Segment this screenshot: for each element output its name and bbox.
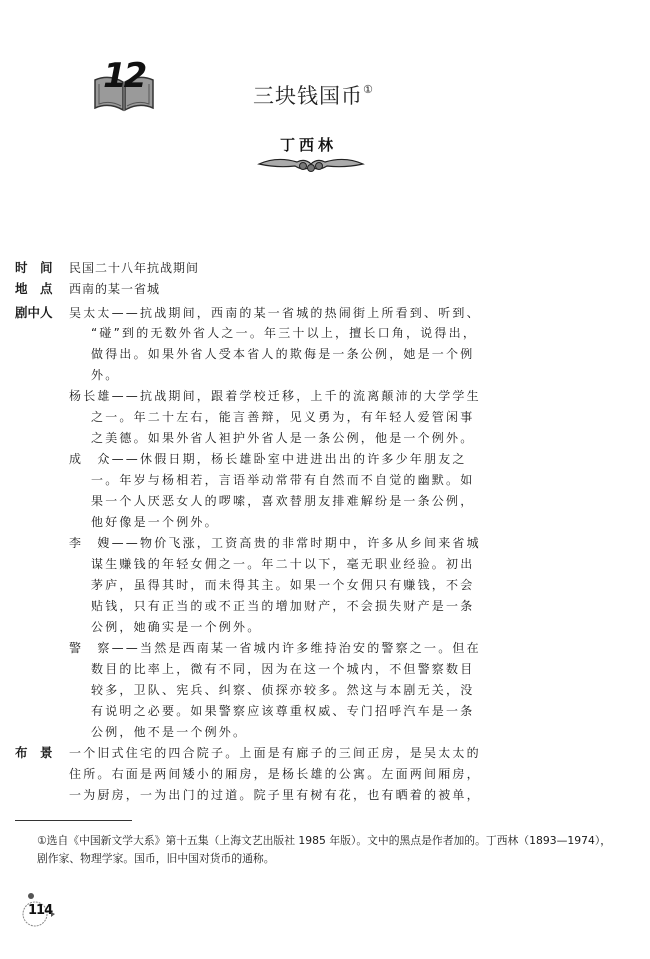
line: 贴钱，只有正当的或不正当的增加财产，不会损失财产是一条 bbox=[91, 599, 475, 613]
scene-line: 住所。右面是两间矮小的厢房，是杨长雄的公寓。左面两间厢房， bbox=[69, 767, 481, 781]
scene-line: 一为厨房，一为出门的过道。院子里有树有花，也有晒着的被单， bbox=[69, 788, 481, 802]
scene-label: 布 景 bbox=[15, 745, 53, 760]
line: 之一。年二十左右，能言善辩，见义勇为，有年轻人爱管闲事 bbox=[91, 410, 475, 424]
line: 之美德。如果外省人袒护外省人是一条公例，他是一个例外。 bbox=[91, 431, 475, 445]
place-row bbox=[15, 282, 53, 296]
line: 李 嫂——物价飞涨，工资高贵的非常时期中，许多从乡间来省城 bbox=[69, 536, 481, 550]
line: 警 察——当然是西南某一省城内许多维持治安的警察之一。但在 bbox=[69, 641, 481, 655]
line: “碰”到的无数外省人之一。年三十以上，擅长口角，说得出， bbox=[91, 326, 478, 340]
place-label: 地 点 bbox=[15, 281, 53, 296]
line: 吴太太——抗战期间，西南的某一省城的热闹街上所看到、听到、 bbox=[69, 306, 481, 320]
line: 他好像是一个例外。 bbox=[91, 515, 219, 529]
line: 成 众——休假日期，杨长雄卧室中进进出出的许多少年朋友之 bbox=[69, 452, 467, 466]
cast-label: 剧中人 bbox=[15, 305, 53, 320]
lesson-badge bbox=[93, 56, 155, 112]
line: 谋生赚钱的年轻女佣之一。年二十以下，毫无职业经验。初出 bbox=[91, 557, 475, 571]
scene-line: 一个旧式住宅的四合院子。上面是有廊子的三间正房，是吴太太的 bbox=[69, 746, 481, 760]
footnote-divider bbox=[15, 820, 132, 821]
line: 一。年岁与杨相若，言语举动常带有自然而不自觉的幽默。如 bbox=[91, 473, 475, 487]
page-number: 114 bbox=[28, 903, 53, 918]
footnote-line-1: ①选自《中国新文学大系》第十五集（上海文艺出版社 1985 年版）。文中的黑点是作者加的。丁西林（1893—1974）， bbox=[37, 834, 612, 847]
time-label: 时 间 bbox=[15, 260, 53, 275]
footnote-mark: ① bbox=[363, 83, 374, 96]
place-value: 西南的某一省城 bbox=[69, 282, 161, 296]
scene-row bbox=[15, 746, 53, 760]
line: 数目的比率上，微有不同，因为在这一个城内，不但警察数目 bbox=[91, 662, 475, 676]
line: 杨长雄——抗战期间，跟着学校迁移，上千的流离颠沛的大学学生 bbox=[69, 389, 481, 403]
page-title bbox=[253, 80, 374, 110]
lesson-number: 12 bbox=[103, 56, 145, 96]
time-value: 民国二十八年抗战期间 bbox=[69, 261, 200, 275]
line: 公例，他不是一个例外。 bbox=[91, 725, 248, 739]
line: 较多，卫队、宪兵、纠察、侦探亦较多。然这与本剧无关，没 bbox=[91, 683, 475, 697]
line: 茅庐，虽得其时，而未得其主。如果一个女佣只有赚钱，不会 bbox=[91, 578, 475, 592]
page-number-badge bbox=[15, 890, 60, 930]
cast-row bbox=[15, 306, 53, 320]
ribbon-ornament-icon bbox=[257, 152, 365, 174]
line: 果一个人厌恶女人的啰嗦，喜欢替朋友排难解纷是一条公例， bbox=[91, 494, 475, 508]
line: 外。 bbox=[91, 368, 120, 382]
line: 有说明之必要。如果警察应该尊重权威、专门招呼汽车是一条 bbox=[91, 704, 475, 718]
footnote-line-2: 剧作家、物理学家。国币，旧中国对货币的通称。 bbox=[37, 852, 275, 865]
author-name: 丁西林 bbox=[280, 136, 338, 154]
title-text: 三块钱国币 bbox=[253, 84, 363, 108]
line: 公例，她确实是一个例外。 bbox=[91, 620, 262, 634]
time-row bbox=[15, 261, 53, 275]
line: 做得出。如果外省人受本省人的欺侮是一条公例，她是一个例 bbox=[91, 347, 475, 361]
